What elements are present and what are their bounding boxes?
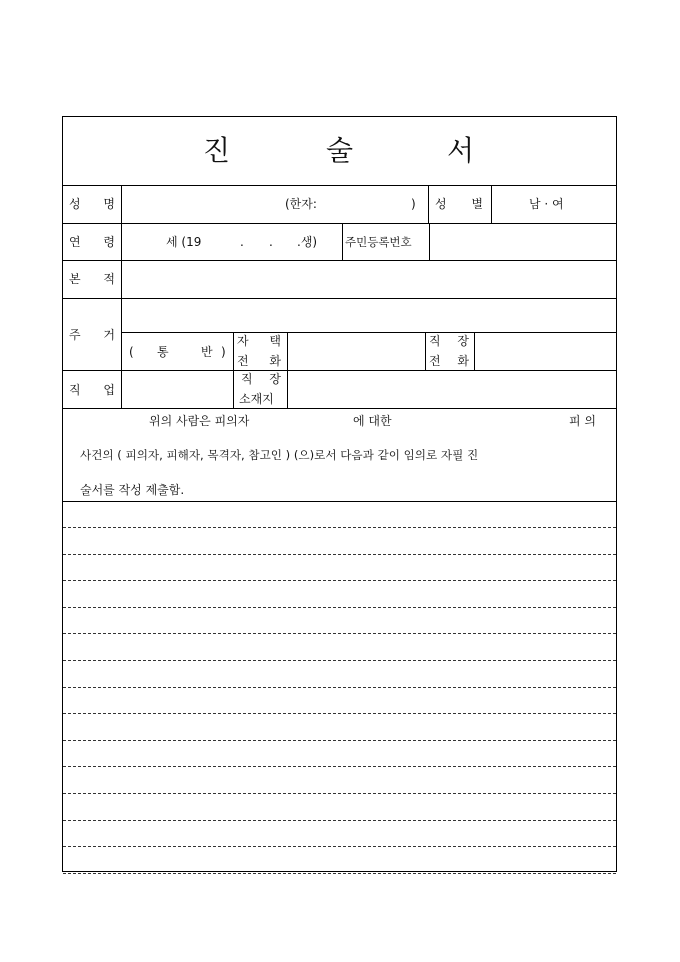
rule: [425, 332, 426, 370]
statement-line1-a: 위의 사람은 피의자: [149, 414, 250, 428]
label-home-phone-1: 자 택: [237, 334, 281, 348]
rule: [429, 223, 430, 260]
label-home-phone-2: 전 화: [237, 354, 281, 368]
rule: [287, 332, 288, 408]
age-close: .생): [297, 235, 318, 249]
rule: [491, 185, 492, 223]
label-rrn: 주민등록번호: [345, 235, 412, 249]
rule: [342, 223, 343, 260]
writing-line: [63, 793, 616, 794]
statement-line1-c: 피 의: [569, 414, 596, 428]
rule: [121, 185, 122, 408]
title-char-1: 진: [203, 134, 231, 167]
writing-line: [63, 740, 616, 741]
title-char-3: 서: [447, 134, 475, 167]
rule: [63, 501, 616, 502]
age-value: 세 (19: [166, 235, 202, 249]
rule: [63, 370, 616, 371]
label-work-addr-1: 직 장: [241, 372, 281, 386]
title-char-2: 술: [326, 134, 354, 167]
ban-tong: 통: [157, 345, 169, 359]
label-age: 연 령: [69, 235, 115, 249]
rule: [63, 408, 616, 409]
writing-line: [63, 687, 616, 688]
age-dot-1: .: [240, 235, 244, 249]
label-work-phone-2: 전 화: [429, 354, 469, 368]
rule: [121, 332, 616, 333]
hanja-open: (한자:: [285, 197, 317, 211]
writing-line: [63, 713, 616, 714]
statement-form: [62, 116, 617, 872]
ban-close: ): [221, 345, 226, 359]
writing-line: [63, 820, 616, 821]
rule: [63, 185, 616, 186]
rule: [474, 332, 475, 370]
statement-line3: 술서를 작성 제출함.: [80, 483, 185, 497]
label-address: 주 거: [69, 328, 115, 342]
hanja-close: ): [411, 197, 416, 211]
writing-line: [63, 607, 616, 608]
writing-line: [63, 873, 616, 874]
rule: [233, 332, 234, 408]
writing-line: [63, 633, 616, 634]
label-work-phone-1: 직 장: [429, 334, 469, 348]
rule: [63, 223, 616, 224]
label-job: 직 업: [69, 383, 115, 397]
writing-line: [63, 527, 616, 528]
age-dot-2: .: [269, 235, 273, 249]
statement-line1-b: 에 대한: [353, 414, 392, 428]
writing-line: [63, 846, 616, 847]
rule: [63, 298, 616, 299]
writing-line: [63, 580, 616, 581]
label-gender: 성 별: [435, 197, 483, 211]
writing-line: [63, 554, 616, 555]
rule: [63, 260, 616, 261]
rule: [428, 185, 429, 223]
label-name: 성 명: [69, 197, 115, 211]
ban-open: (: [129, 345, 134, 359]
ban-ban: 반: [201, 345, 213, 359]
label-work-addr-2: 소재지: [239, 392, 274, 406]
label-origin: 본 적: [69, 272, 115, 286]
writing-line: [63, 660, 616, 661]
statement-line2: 사건의 ( 피의자, 피해자, 목격자, 참고인 ) (으)로서 다음과 같이 임의로 자필 진: [80, 448, 479, 462]
gender-value: 남 · 여: [529, 197, 564, 211]
writing-line: [63, 766, 616, 767]
